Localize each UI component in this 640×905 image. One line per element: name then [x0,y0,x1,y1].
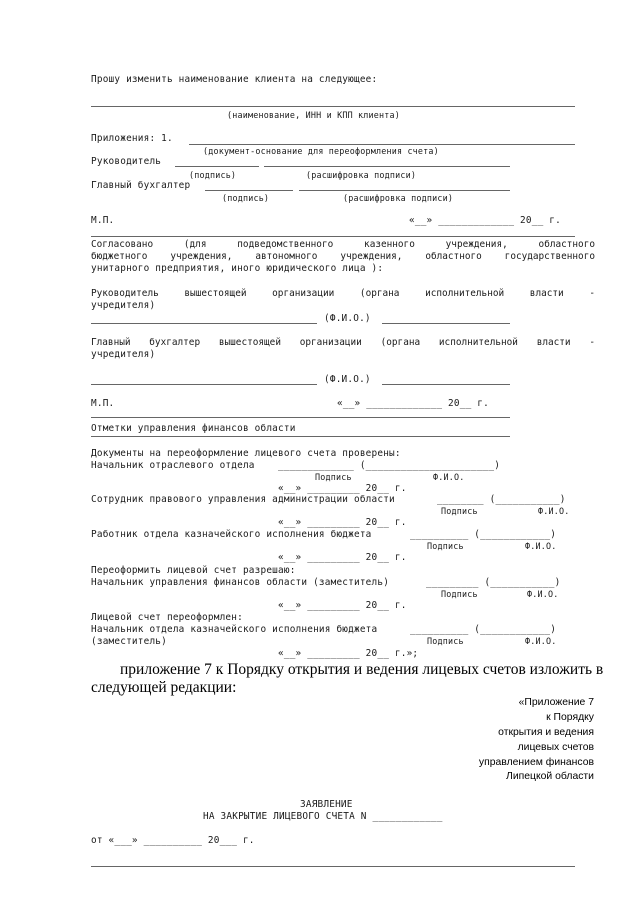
date-line-6: «__» _________ 20__ г. [278,600,407,611]
superior-acc-fio: (Ф.И.О.) [324,374,371,385]
superior-acc-sign-line [91,384,317,385]
superior-head-line-2: учредителя) [91,300,156,311]
acc-sign-line [205,190,293,191]
treasury-head-podpis: Подпись [427,636,464,646]
head-sign-line [175,166,259,167]
separator-1 [91,236,575,237]
treasury-head-line-1: Начальник отдела казначейского исполнения бюджета [91,624,378,635]
attachments-label: Приложения: 1. [91,133,173,144]
stamp-place-1: М.П. [91,215,115,226]
client-name-line [91,106,575,107]
superior-head-line-1: Руководитель вышестоящей организации (органа исполнительной власти - [91,288,595,299]
finance-head-fio: Ф.И.О. [527,589,559,599]
date-line-1: «__» _____________ 20__ г. [409,215,561,226]
separator-bottom [91,866,575,867]
annex-line-5: управлением финансов [478,757,594,768]
attachments-line [189,144,575,145]
chief-accountant-label: Главный бухгалтер [91,180,191,191]
docs-checked: Документы на переоформление лицевого счета проверены: [91,448,401,459]
branch-head-podpis: Подпись [315,472,352,482]
superior-acc-line-1: Главный бухгалтер вышестоящей организации (органа исполнительной власти - [91,337,595,348]
treasury-worker-fio: Ф.И.О. [525,541,557,551]
date-line-5: «__» _________ 20__ г. [278,552,407,563]
legal-staff-podpis: Подпись [441,506,478,516]
agreed-line-3: унитарного предприятия, иного юридического лица ): [91,263,384,274]
legal-staff: Сотрудник правового управления администрации области [91,494,395,505]
closing-date: от «___» __________ 20___ г. [91,835,255,846]
acc-decode-line [299,190,510,191]
stamp-place-2: М.П. [91,398,115,409]
date-line-3: «__» _________ 20__ г. [278,483,407,494]
legal-staff-fio: Ф.И.О. [538,506,570,516]
annex-line-4: лицевых счетов [517,742,594,753]
superior-acc-decode-line [382,384,510,385]
date-line-2: «__» _____________ 20__ г. [337,398,489,409]
annex-line-2: к Порядку [546,712,594,723]
amendment-line-2: следующей редакции: [91,679,237,696]
branch-head-fio: Ф.И.О. [433,472,465,482]
annex-line-3: открытия и ведения [498,727,594,738]
acc-decode-caption: (расшифровка подписи) [343,193,454,203]
annex-line-1: «Приложение 7 [518,697,594,708]
separator-3 [91,436,510,437]
finance-head: Начальник управления финансов области (заместитель) [91,577,390,588]
reissue-allowed: Переоформить лицевой счет разрешаю: [91,565,296,576]
amendment-line-1: приложение 7 к Порядку открытия и ведения лицевых счетов изложить в [120,661,604,678]
superior-head-fio: (Ф.И.О.) [324,313,371,324]
request-line: Прошу изменить наименование клиента на следующее: [91,74,378,85]
annex-line-6: Липецкой области [506,771,594,782]
branch-head: Начальник отраслевого отдела [91,460,255,471]
head-decode-caption: (расшифровка подписи) [306,170,417,180]
branch-head-sign: _____________ (______________________) [278,460,501,471]
superior-head-decode-line [382,323,510,324]
agreed-line-1: Согласовано (для подведомственного казенного учреждения, областного [91,239,595,250]
separator-2 [91,417,510,418]
finance-head-sign: _________ (___________) [426,577,561,588]
head-label: Руководитель [91,156,162,167]
acc-sign-caption: (подпись) [222,193,270,203]
head-decode-line [264,166,510,167]
agreed-line-2: бюджетного учреждения, автономного учреждения, областного государственного [91,251,595,262]
account-reissued: Лицевой счет переоформлен: [91,612,243,623]
treasury-worker-sign: __________ (____________) [410,529,557,540]
statement-subtitle: НА ЗАКРЫТИЕ ЛИЦЕВОГО СЧЕТА N ____________ [203,811,443,822]
finance-marks: Отметки управления финансов области [91,423,296,434]
attachments-caption: (документ-основание для переоформления счета) [203,146,439,156]
date-line-final: «__» _________ 20__ г.»; [278,648,419,659]
treasury-head-fio: Ф.И.О. [525,636,557,646]
superior-head-sign-line [91,323,317,324]
treasury-head-sign: __________ (____________) [410,624,557,635]
date-line-4: «__» _________ 20__ г. [278,517,407,528]
treasury-worker-podpis: Подпись [427,541,464,551]
legal-staff-sign: ________ (___________) [437,494,566,505]
finance-head-podpis: Подпись [441,589,478,599]
treasury-worker: Работник отдела казначейского исполнения бюджета [91,529,372,540]
statement-title: ЗАЯВЛЕНИЕ [300,799,353,810]
client-caption: (наименование, ИНН и КПП клиента) [227,110,400,120]
head-sign-caption: (подпись) [189,170,237,180]
treasury-head-line-2: (заместитель) [91,636,167,647]
superior-acc-line-2: учредителя) [91,349,156,360]
